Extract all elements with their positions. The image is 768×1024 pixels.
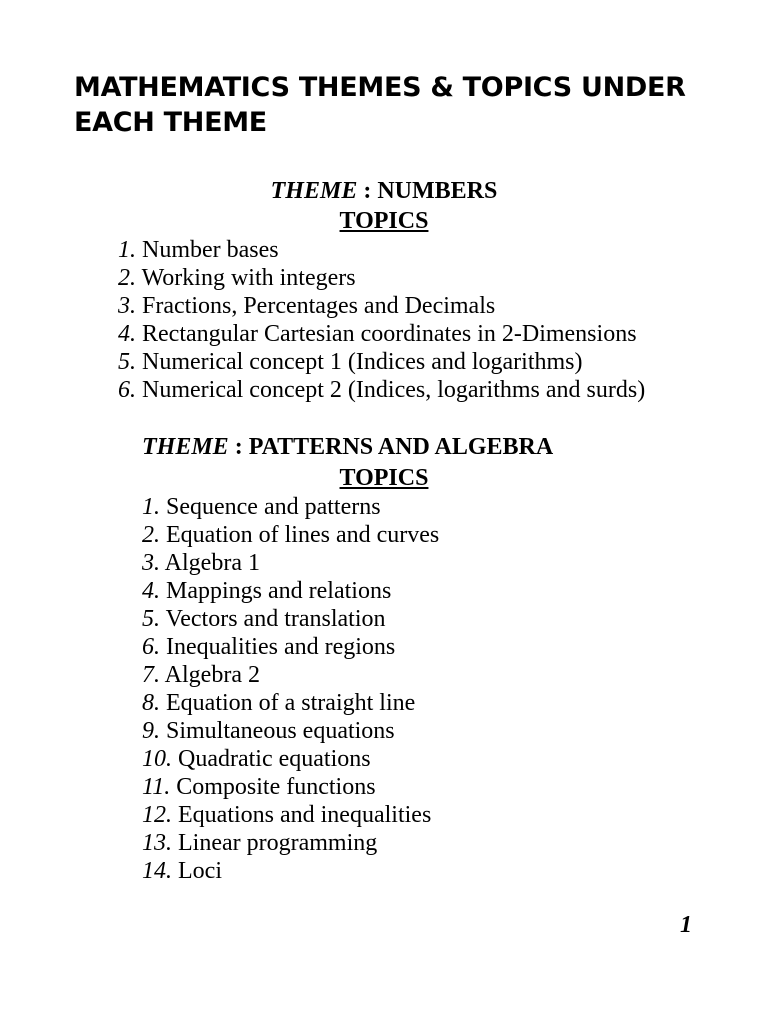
topic-item	[118, 292, 645, 320]
topic-text: Loci	[172, 858, 222, 884]
topic-text: Linear programming	[172, 830, 378, 856]
topic-item	[142, 801, 439, 829]
topic-number: 3.	[118, 293, 136, 319]
topic-item	[118, 376, 645, 404]
topic-number: 1.	[118, 237, 136, 263]
theme-heading-numbers	[0, 176, 768, 206]
topic-number: 4.	[118, 321, 136, 347]
topic-text: Equation of a straight line	[160, 690, 416, 716]
topic-number: 6.	[118, 377, 136, 403]
topic-text: Equation of lines and curves	[160, 522, 440, 548]
topic-item	[142, 661, 439, 689]
theme-separator: :	[228, 434, 249, 460]
page-number: 1	[680, 912, 692, 938]
topic-number: 1.	[142, 494, 160, 520]
topic-number: 9.	[142, 718, 160, 744]
topic-number: 7.	[142, 662, 160, 688]
topic-text: Inequalities and regions	[160, 634, 396, 660]
topic-text: Rectangular Cartesian coordinates in 2-Dimensions	[136, 321, 637, 347]
topic-item	[118, 264, 645, 292]
topic-text: Sequence and patterns	[160, 494, 381, 520]
topic-number: 2.	[118, 265, 136, 291]
topic-item	[142, 605, 439, 633]
topic-list-numbers	[118, 236, 645, 404]
topic-text: Vectors and translation	[160, 606, 386, 632]
topic-list-patterns-algebra	[142, 493, 439, 885]
topic-item	[142, 549, 439, 577]
topic-number: 8.	[142, 690, 160, 716]
topic-item	[142, 773, 439, 801]
topic-number: 13.	[142, 830, 172, 856]
topic-text: Simultaneous equations	[160, 718, 395, 744]
topic-number: 3.	[142, 550, 160, 576]
topic-number: 2.	[142, 522, 160, 548]
topic-number: 6.	[142, 634, 160, 660]
topic-item	[142, 689, 439, 717]
topic-number: 5.	[142, 606, 160, 632]
topic-number: 11.	[142, 774, 171, 800]
page-title: MATHEMATICS THEMES & TOPICS UNDER EACH THEME	[74, 72, 686, 138]
theme-heading-patterns-algebra	[142, 432, 553, 462]
theme-label: THEME	[270, 178, 358, 204]
theme-separator: :	[357, 178, 378, 204]
topic-item	[142, 857, 439, 885]
topic-item	[142, 577, 439, 605]
theme-name: PATTERNS AND ALGEBRA	[248, 434, 554, 460]
theme-name: NUMBERS	[377, 178, 498, 204]
topic-text: Quadratic equations	[172, 746, 371, 772]
topic-text: Fractions, Percentages and Decimals	[136, 293, 496, 319]
topic-number: 4.	[142, 578, 160, 604]
topic-text: Mappings and relations	[160, 578, 392, 604]
topic-number: 12.	[142, 802, 172, 828]
topic-text: Working with integers	[136, 265, 356, 291]
topic-number: 10.	[142, 746, 172, 772]
topic-text: Number bases	[136, 237, 279, 263]
topic-text: Numerical concept 2 (Indices, logarithms and surds)	[136, 377, 646, 403]
topic-number: 14.	[142, 858, 172, 884]
topic-text: Algebra 1	[160, 550, 260, 576]
topics-label-patterns-algebra: TOPICS	[339, 465, 429, 491]
topic-item	[142, 829, 439, 857]
topic-text: Equations and inequalities	[172, 802, 432, 828]
topic-item	[142, 717, 439, 745]
topic-item	[118, 236, 645, 264]
topic-item	[142, 633, 439, 661]
topic-item	[118, 320, 645, 348]
theme-label: THEME	[142, 434, 229, 460]
topic-item	[142, 745, 439, 773]
topic-text: Numerical concept 1 (Indices and logarithms)	[136, 349, 583, 375]
topic-text: Algebra 2	[160, 662, 260, 688]
topic-item	[118, 348, 645, 376]
topic-item	[142, 493, 439, 521]
topics-label-numbers: TOPICS	[339, 208, 429, 234]
topic-number: 5.	[118, 349, 136, 375]
topic-text: Composite functions	[170, 774, 376, 800]
topic-item	[142, 521, 439, 549]
